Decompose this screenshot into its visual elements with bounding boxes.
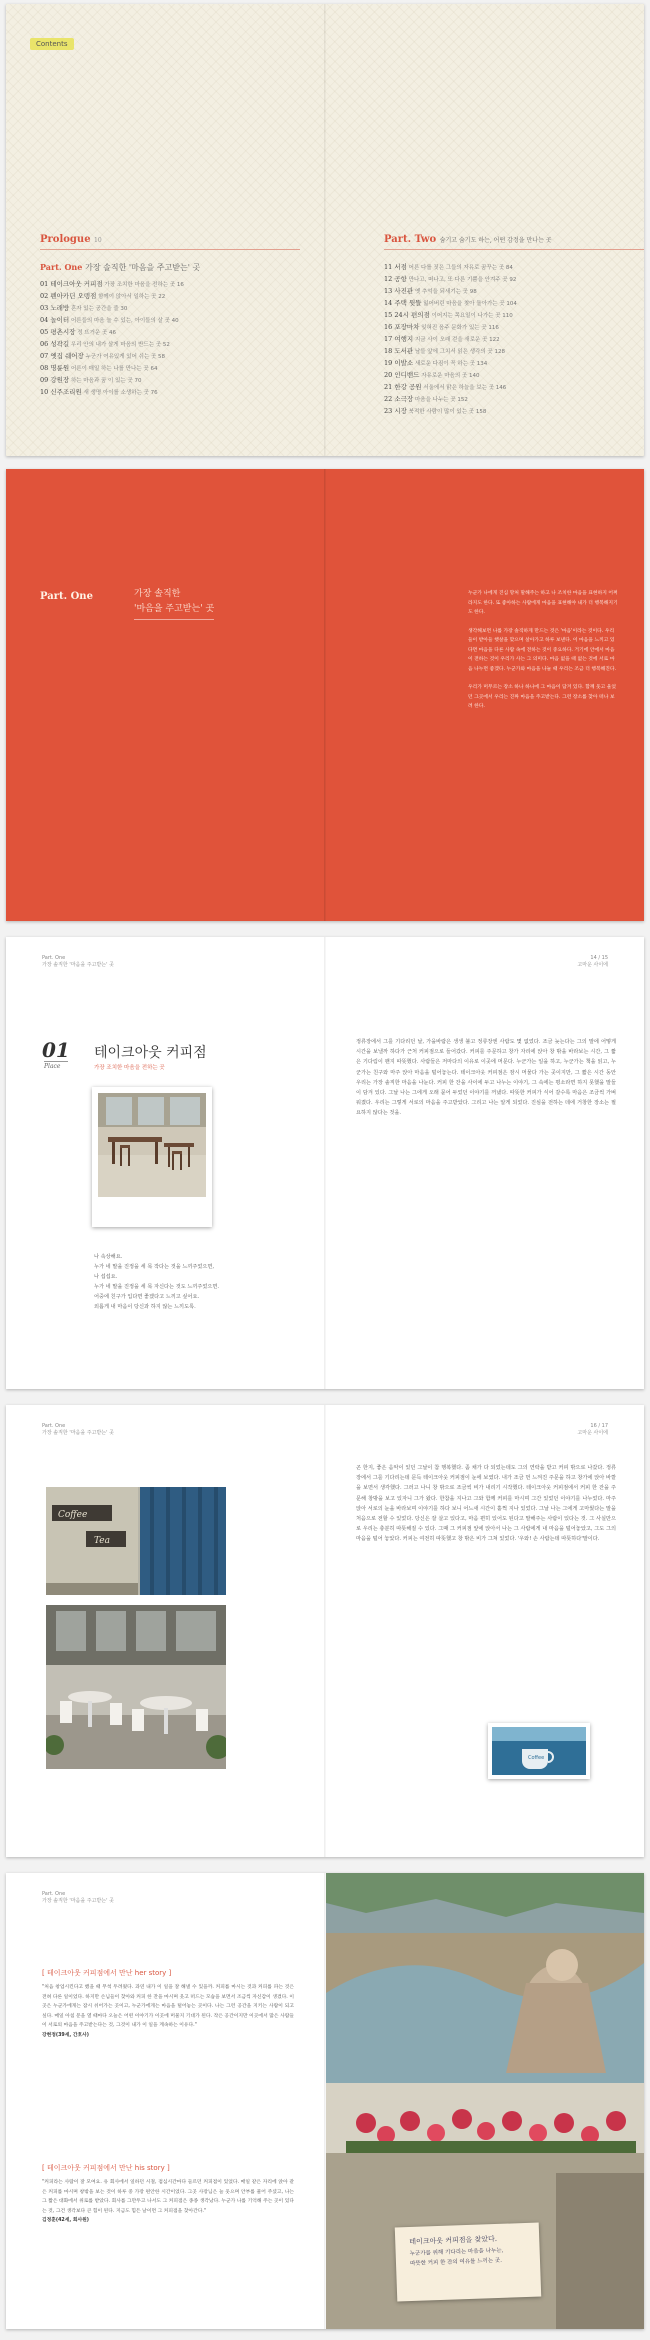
toc-item[interactable] (384, 382, 644, 394)
caption-line: 외롭게 내 마음이 당신과 하지 않는 느끼도록. (94, 1304, 196, 1310)
toc-part-one-label: Part. One (40, 262, 83, 272)
toc-item[interactable] (40, 315, 300, 327)
toc-item-desc: 이어지는 목요일이 나가는 곳 110 (431, 313, 513, 319)
page-gutter (324, 469, 326, 921)
cafe-patio-photo (46, 1605, 226, 1769)
toc-part-one (40, 262, 300, 273)
chapter-body-text: 곤 한지, 좋은 음악이 있던 그날이 참 행복했다. 좀 채가 다 되었는데도 그의 연락을 받고 커피 밖으로 나갔다. 정류장에서 그를 기다리는데 문득 테이크아웃 커피점이 눈에 보였다. 내가 조금 먼 느껴진 주문을 하고 창가에 앉아 바깥을 보면서 생각했다. 그러고 나니 창 밖으로 조금씩 비가 내리기 시작했다. 테이크아웃 커피점에서 커피 한 잔을 주문해 창밖을 보고 있자니 그가 왔다. 한참을 지나고 그와 함께 커피를 마시며 그간 있었던 이야기를 나누었다. 마주 앉아 서로의 눈을 바라보며 이야기를 하다 보니 어느새 시간이 훌쩍 지나 있었다. 그날 나는 그에게 고마웠다는 말을 처음으로 전할 수 있었다. 당신은 잘 살고 있다고, 마음 편히 있어도 된다고 말해주는 사람이 있다는 것. 그 사실만으로 우리는 충분히 따뜻해질 수 있다. 그때 그 커피점 앞에 앉아서 나는 그 사람에게 내 마음을 털어놓았고, 그도 그의 마음을 털어 놓았다. 커피는 여전히 따뜻했고 창 밖은 비가 그쳐 있었다. '우와! 손 사람는데 따뜻하다'말이다. (356, 1465, 616, 1543)
toc-item-title: 23 시장 (384, 407, 407, 415)
note-heading: 테이크아웃 커피점을 찾았다. (409, 2234, 498, 2247)
cafe-door-photo (46, 1487, 226, 1595)
running-head-part: Part. One (42, 1891, 66, 1897)
his-story-author: 김정훈(42세, 회사원) (42, 2218, 89, 2223)
caption-line: 나 속상해요. (94, 1254, 123, 1260)
toc-list-left (40, 279, 300, 399)
part-body (468, 589, 618, 721)
part-title-line2: '마음을 주고받는' 곳 (134, 602, 214, 620)
toc-right-column (384, 234, 644, 418)
toc-item-desc: 서울에서 맑은 하늘을 보는 곳 146 (423, 385, 507, 391)
note-line: 누군가를 위해 기다리는 마음을 나누는, (409, 2247, 504, 2258)
running-head-subtitle: 고마운 사이에 (577, 1430, 608, 1436)
toc-item-desc: 가장 조치한 마음을 전하는 곳 16 (104, 282, 184, 288)
toc-item-desc: 새로운 다짐이 꼭 하는 곳 134 (414, 361, 488, 367)
toc-prologue (40, 234, 300, 250)
cup-sign-polaroid (488, 1723, 590, 1779)
toc-item-title: 06 성곽길 (40, 340, 70, 348)
toc-item-desc: 하는 마음과 꿈 이 있는 곳 70 (70, 378, 142, 384)
part-paragraph: 우리가 머무르는 장소 하나 하나에 그 마음이 담겨 있다. 함께 웃고 울었던 그곳에서 우리는 진짜 마음을 주고받는다. 그런 장소를 찾아 떠나 보려 한다. (468, 685, 617, 709)
toc-item-desc: 잊혀진 음주 문화가 있는 곳 116 (421, 325, 499, 331)
toc-item-title: 15 24시 편의점 (384, 311, 430, 319)
toc-item[interactable] (40, 351, 300, 363)
toc-item[interactable] (384, 394, 644, 406)
toc-item-title: 11 서점 (384, 263, 407, 271)
page-numbers: 14 / 15 (590, 955, 608, 961)
cafe-photo-polaroid (92, 1087, 212, 1227)
toc-item[interactable] (384, 286, 644, 298)
toc-item-desc: 우리 안의 내가 살게 마음의 반드는 곳 52 (70, 342, 170, 348)
toc-item-desc: 남들 앞에 그치서 읽은 생각의 곳 128 (414, 349, 505, 355)
toc-item-title: 12 공항 (384, 275, 407, 283)
toc-item-title: 07 옛집 쉐어장 (40, 352, 84, 360)
toc-item[interactable] (384, 334, 644, 346)
toc-prologue-page: 10 (94, 237, 102, 244)
toc-item-desc: 어른들의 마음 놀 수 있는, 아이들의 살 곳 40 (70, 318, 179, 324)
note-line: 따뜻한 커피 한 잔의 여유를 느끼는 곳. (409, 2257, 503, 2268)
running-head-part: Part. One (42, 955, 66, 961)
toc-item[interactable] (384, 358, 644, 370)
toc-item-title: 17 여행지 (384, 335, 414, 343)
toc-item-title: 03 노래방 (40, 304, 70, 312)
her-story-body (42, 1983, 294, 2038)
toc-item-title: 05 평촌시장 (40, 328, 76, 336)
cafe-sign-tea: Tea (94, 1536, 110, 1546)
running-head-right (577, 955, 608, 969)
toc-item-title: 19 이발소 (384, 359, 414, 367)
chapter-body-text: 정류장에서 그를 기다리던 날, 가을바람은 생생 불고 정류장엔 사람도 몇 없었다. 조금 늦는다는 그의 말에 어떻게 시간을 보낼까 하다가 근처 커피점으로 들어갔다. 커피를 주문하고 창가 자리에 앉아 창 밖을 바라보는 시간, 그 짧은 기다림이 왠지 따뜻했다. 사람들은 저마다의 이유로 이곳에 머문다. 누군가는 일을 하고, 누군가는 책을 읽고, 누군가는 친구와 마주 앉아 마음을 털어놓는다. 테이크아웃 커피점은 잠시 머물다 가는 곳이지만, 그 짧은 시간 동안 우리는 가장 솔직한 마음을 나눈다. 커피 한 잔을 사이에 두고 나누는 이야기, 그 속에는 평소라면 하지 못했을 말들이 담겨 있다. 그날 나는 그에게 오래 묻어 두었던 이야기를 꺼냈다. 따뜻한 커피가 식어 갈수록 마음은 조금씩 가벼워졌다. 우리는 그렇게 서로의 마음을 주고받았다. 그리고 나는 알게 되었다. 진심을 전하는 데에 거창한 장소는 필요하지 않다는 것을. (356, 1039, 616, 1117)
toc-item-desc: 지금 사이 오래 걷을 새로운 곳 122 (414, 337, 500, 343)
caption-line: 나 섭섭요. (94, 1274, 118, 1280)
toc-item[interactable] (384, 406, 644, 418)
toc-item-desc: 정 뜨거운 곳 46 (77, 330, 117, 336)
toc-left-column (40, 234, 300, 399)
toc-item-desc: 어른이 매일 하는 나를 만나는 곳 64 (70, 366, 158, 372)
part-paragraph: 생각해보면 나를 가장 솔직하게 만드는 것은 '마음'이라는 것이다. 우리 들이 받아들 햇살을 맞으며 살아가고 하루 보낸다. 이 마음을 느끼고 있다면 마음을 다른 사람 속에 전하는 것이 중요하다. 거기에 안에서 마음이 전하는 것이 우리가 사는 그 의미다. 마음 없을 때 없는 것에 서로 마음 나누면 좋겠다. 누군가와 마음을 나눌 때 우리는 조금 더 행복해진다. (468, 628, 617, 672)
toc-item-title: 09 강원장 (40, 376, 70, 384)
toc-item-title: 01 테이크아웃 커피점 (40, 280, 103, 288)
caption-line: 누가 네 말을 진정을 세 목 작다는 것을 느끼주었으면, (94, 1264, 215, 1270)
chapter-number: 01 (42, 1038, 70, 1062)
running-head-title: 가장 솔직한 '마음을 주고받는' 곳 (42, 962, 114, 968)
toc-item-desc: 혼자 있는 공간을 즐 30 (70, 306, 128, 312)
coffee-cup-sign-photo (492, 1727, 586, 1775)
toc-item-title: 02 펜아카딘 오뎅점 (40, 292, 97, 300)
toc-item-desc: 옛 추억을 되새기는 곳 98 (414, 289, 477, 295)
chapter-place-label: Place (44, 1061, 68, 1070)
toc-item[interactable] (40, 291, 300, 303)
toc-item-desc: 북적한 사람이 많이 있는 곳 158 (408, 409, 487, 415)
running-head-title: 가장 솔직한 '마음을 주고받는' 곳 (42, 1430, 114, 1436)
running-head-right (577, 1423, 608, 1437)
page-gutter (324, 4, 326, 456)
running-head-left (42, 955, 114, 969)
toc-item[interactable] (384, 322, 644, 334)
chapter-photo-spread (6, 1405, 644, 1857)
toc-item-desc: 새 생명 아이를 소생하는 곳 76 (83, 390, 158, 396)
part-paragraph: 누군가 나에게 진심 망처 말해주는 하고 나 조치한 마음을 표현하지 어쩌라지도 한다. 또 좋아하는 사람에게 마음을 표현해야 내가 더 행복해지기도 한다. (468, 591, 618, 615)
note-card (395, 2223, 541, 2302)
cafe-sign-coffee: Coffee (58, 1510, 88, 1520)
toc-list-right (384, 262, 644, 418)
chapter-caption (94, 1252, 284, 1312)
toc-item-desc: 잃어버린 마음을 찾아 돌아가는 곳 104 (423, 301, 517, 307)
his-story-text: "커피라는 사람이 잘 모여요. 유 회사에서 일하던 시절, 점심시간마다 들르던 커피점이 있었다. 매일 같은 자리에 앉아 같은 커피를 마시며 창밖을 보는 것이 하루 중 가장 편안한 시간이었다. 그곳 사장님은 늘 웃으며 안부를 물어 주셨고, 나는 그 짧은 대화에서 위로를 받았다. 회사를 그만두고 나서도 그 커피점은 종종 생각났다. 누군가 나를 기억해 주는 곳이 있다는 것, 그건 생각보다 큰 힘이 된다. 지금도 힘든 날이면 그 커피점을 찾아간다." (42, 2180, 294, 2214)
toc-item[interactable] (40, 327, 300, 339)
toc-item[interactable] (384, 370, 644, 382)
toc-item-desc: 누군가 여유있게 있어 쉬는 곳 58 (85, 354, 166, 360)
toc-item-desc: 마음을 나누는 곳 152 (414, 397, 468, 403)
page-numbers: 16 / 17 (590, 1423, 608, 1429)
running-head-left (42, 1891, 114, 1905)
chapter-title: 테이크아웃 커피점 (94, 1045, 207, 1061)
toc-item[interactable] (384, 262, 644, 274)
toc-part-one-title: 가장 솔직한 '마음을 주고받는' 곳 (85, 263, 201, 272)
toc-item-title: 18 도서관 (384, 347, 414, 355)
toc-part-two (384, 234, 644, 250)
toc-item-desc: 만나고, 떠나고, 또 다른 기쁨을 안겨주 곳 92 (408, 277, 517, 283)
his-story-title: [ 테이크아웃 커피점에서 만난 his story ] (42, 2164, 170, 2172)
chapter-subtitle: 가장 조치한 마음을 전하는 곳 (94, 1065, 165, 1071)
stories-spread (6, 1873, 644, 2329)
toc-part-two-title: 숨기고 숨기도 하는, 어떤 감정을 만나는 곳 (439, 237, 552, 244)
toc-prologue-label: Prologue (40, 234, 91, 245)
toc-item-desc: 자유로운 마음의 곳 140 (421, 373, 480, 379)
running-head-part: Part. One (42, 1423, 66, 1429)
running-head-left (42, 1423, 114, 1437)
toc-part-two-label: Part. Two (384, 234, 437, 245)
toc-item[interactable] (384, 274, 644, 286)
his-story-body (42, 2178, 294, 2223)
contents-tag: Contents (30, 38, 74, 50)
toc-item-desc: 함께이 앉아서 일하는 곳 22 (98, 294, 166, 300)
toc-item-title: 22 소극장 (384, 395, 414, 403)
toc-item[interactable] (384, 298, 644, 310)
toc-item-title: 16 포장마차 (384, 323, 420, 331)
part-title (134, 587, 214, 620)
page-gutter (324, 1405, 326, 1857)
toc-item[interactable] (40, 303, 300, 315)
toc-item[interactable] (40, 363, 300, 375)
toc-item-desc: 어른 다를 짓은 그들의 자유로 꿈꾸는 곳 84 (408, 265, 513, 271)
toc-item-title: 13 사진관 (384, 287, 414, 295)
her-story-text: "처음 창업시킨다고 했을 때 무척 두려웠다. 과연 내가 이 일을 잘 해낼 수 있을까. 커피를 마시는 것과 커피를 파는 것은 전혀 다른 일이었다. 하지만 손님들이 찾아와 커피 한 잔을 마시며 웃고 떠드는 모습을 보면서 조금씩 자신감이 생겼다. 이곳은 누군가에게는 잠시 쉬어가는 곳이고, 누군가에게는 마음을 털어놓는 곳이다. 나는 그런 공간을 지키는 사람이 되고 싶다. 매일 아침 문을 열 때마다 오늘은 어떤 이야기가 이곳에 머물지 기대가 된다. 작은 공간이지만 이곳에서 많은 사람들이 서로의 마음을 주고받는다는 것, 그것이 내가 이 일을 계속하는 이유다." (42, 1985, 294, 2028)
caption-line: 어중에 친구가 입다면 좋겠다고 느끼고 싶어요. (94, 1294, 200, 1300)
running-head-title: 가장 솔직한 '마음을 주고받는' 곳 (42, 1898, 114, 1904)
part-title-line1: 가장 솔직한 (134, 589, 181, 599)
running-head-subtitle: 고마운 사이에 (577, 962, 608, 968)
chapter-opener-spread (6, 937, 644, 1389)
toc-item[interactable] (40, 339, 300, 351)
toc-item[interactable] (384, 346, 644, 358)
toc-item[interactable] (40, 387, 300, 399)
toc-item[interactable] (40, 375, 300, 387)
toc-item-title: 08 명륜원 (40, 364, 70, 372)
part-label: Part. One (40, 591, 93, 602)
toc-item[interactable] (384, 310, 644, 322)
cafe-terrace-photo (98, 1093, 206, 1197)
toc-item-title: 04 놀이터 (40, 316, 70, 324)
toc-item-title: 21 한강 공원 (384, 383, 422, 391)
cup-sign-text: Coffee (528, 1755, 545, 1761)
part-divider-spread (6, 469, 644, 921)
toc-item-title: 20 인디밴드 (384, 371, 420, 379)
her-story-title: [ 테이크아웃 커피점에서 만난 her story ] (42, 1969, 172, 1977)
page-gutter (324, 937, 326, 1389)
toc-item[interactable] (40, 279, 300, 291)
toc-item-title: 14 주택 뒷뜰 (384, 299, 422, 307)
her-story-author: 강현정(39세, 간호사) (42, 2032, 89, 2038)
contents-spread (6, 4, 644, 456)
caption-line: 누가 네 말을 진정을 세 목 자신다는 것도 느끼주었으면. (94, 1284, 220, 1290)
toc-item-title: 10 신주조리원 (40, 388, 82, 396)
